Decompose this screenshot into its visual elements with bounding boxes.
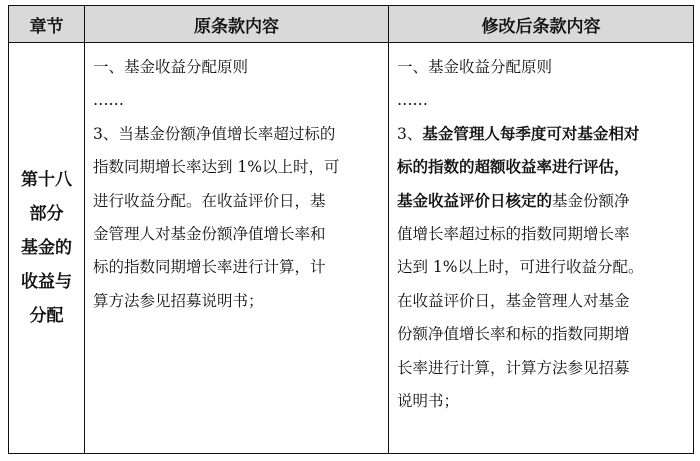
revised-line: [397, 118, 687, 151]
chapter-cell: [9, 43, 85, 454]
revised-line: 标的指数的超额收益率进行评估，: [397, 158, 630, 177]
original-line: 标的指数同期增长率进行计算，计: [93, 258, 326, 277]
chapter-line: 部分: [29, 204, 64, 224]
original-clause-cell: [85, 43, 389, 454]
header-original: 原条款内容: [85, 6, 389, 43]
revised-clause-cell: [389, 43, 694, 454]
header-revised: 修改后条款内容: [389, 6, 694, 43]
revised-line: 一、基金收益分配原则: [397, 58, 553, 76]
original-line: ……: [93, 91, 124, 110]
revised-line: ……: [397, 91, 428, 110]
revised-text: 基金份额净: [552, 191, 630, 210]
revised-line: 长率进行计算，计算方法参见招募: [397, 358, 630, 377]
revised-bold-text: 基金管理人每季度可对基金相对: [422, 124, 640, 143]
header-row: [9, 6, 694, 43]
revised-text: 3、: [397, 124, 423, 143]
revised-line: 在收益评价日，基金管理人对基金: [397, 291, 630, 310]
chapter-line: 收益与: [21, 272, 72, 292]
table-row: [9, 43, 694, 454]
revised-line: 值增长率超过标的指数同期增长率: [397, 225, 630, 244]
revised-line: 达到 1%以上时，可进行收益分配。: [397, 258, 644, 277]
original-line: 指数同期增长率达到 1%以上时，可: [93, 158, 340, 177]
comparison-table: [8, 5, 694, 454]
original-line: 进行收益分配。在收益评价日，基: [93, 191, 326, 210]
original-line: 算方法参见招募说明书；: [93, 291, 264, 310]
revised-line: 说明书；: [397, 392, 460, 411]
chapter-line: 分配: [29, 306, 64, 326]
chapter-line: 基金的: [21, 238, 72, 258]
revised-bold-text: 基金收益评价日核定的: [397, 191, 553, 210]
header-chapter: 章节: [9, 6, 85, 43]
original-line: 一、基金收益分配原则: [93, 58, 249, 76]
original-line: 3、当基金份额净值增长率超过标的: [93, 124, 336, 143]
revised-line: [397, 185, 687, 218]
revised-line: 份额净值增长率和标的指数同期增: [397, 325, 630, 344]
original-line: 金管理人对基金份额净值增长率和: [93, 225, 326, 244]
chapter-line: 第十八: [21, 170, 72, 190]
